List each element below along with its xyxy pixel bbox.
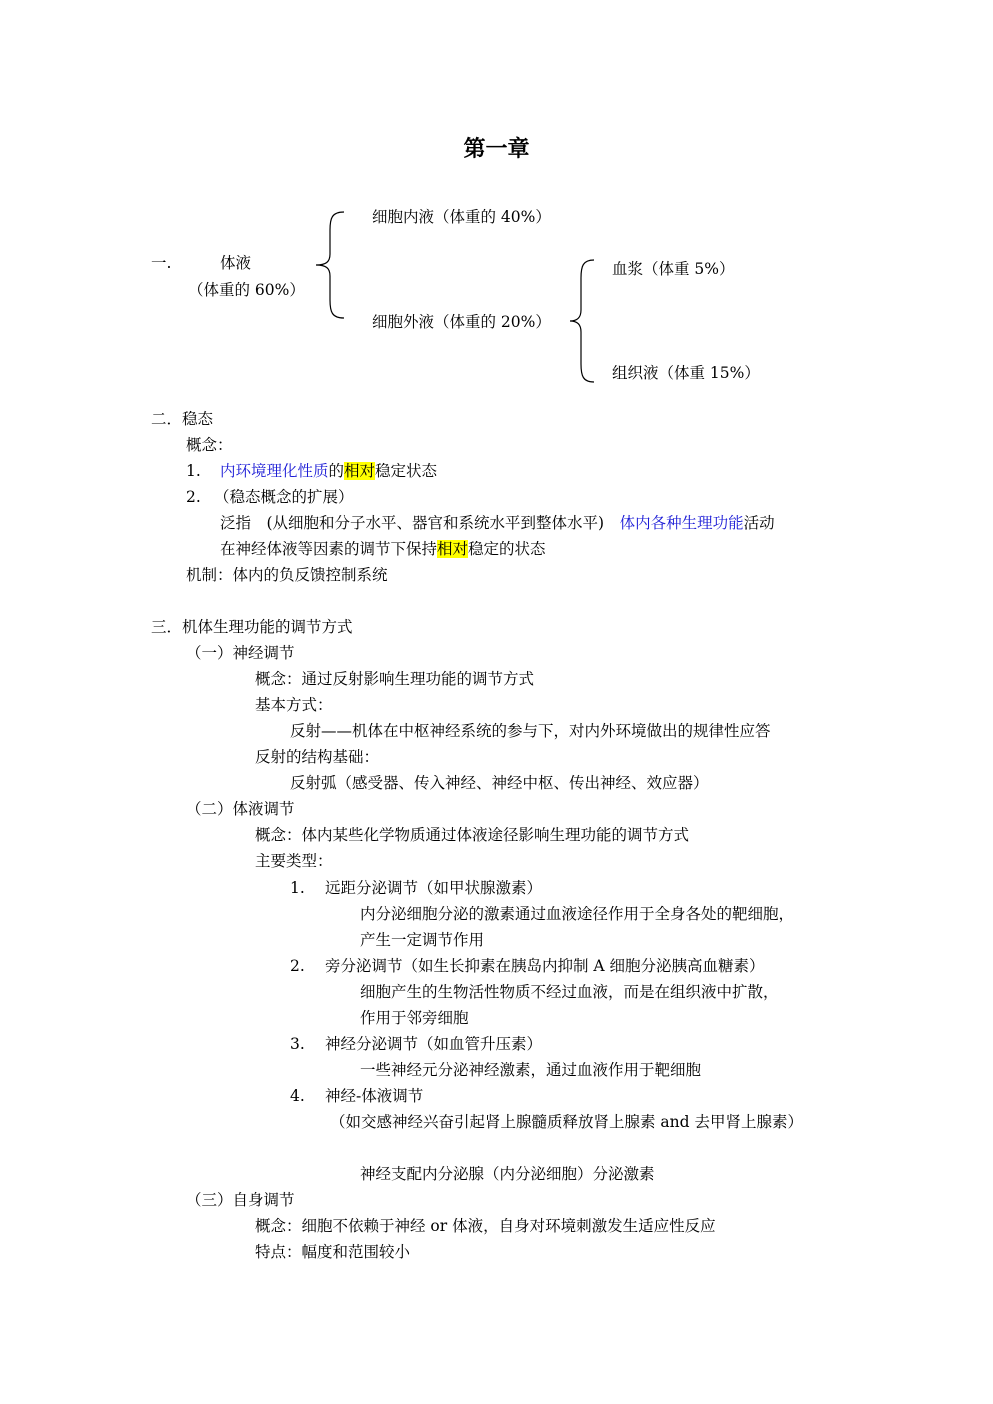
s2-item2-number: 2. (186, 488, 201, 506)
left-brace-extracellular (568, 258, 596, 384)
body-fluid-percent: （体重的 60%） (188, 281, 305, 299)
s2-extension-line2 (220, 539, 546, 559)
s3a-concept: 概念：通过反射影响生理功能的调节方式 (255, 670, 535, 688)
highlight-relative-2: 相对 (437, 540, 469, 558)
tissue-fluid: 组织液（体重 15%） (612, 364, 760, 382)
s3c-heading: （三）自身调节 (186, 1191, 295, 1209)
s2-item2: （稳态概念的扩展） (214, 488, 354, 506)
s3b-item3: 神经分泌调节（如血管升压素） (325, 1035, 543, 1053)
s2-item1-number: 1. (186, 462, 201, 480)
s2-mechanism: 机制：体内的负反馈控制系统 (186, 566, 388, 584)
s3b-item2-line2: 作用于邻旁细胞 (360, 1009, 469, 1027)
s3b-types: 主要类型： (255, 852, 333, 870)
s2-concept-label: 概念： (186, 436, 233, 454)
section-2-heading: 二．稳态 (151, 410, 214, 428)
s3b-item2-number: 2. (290, 957, 305, 975)
s2-item1-de: 的 (328, 462, 345, 480)
page-title: 第一章 (463, 136, 530, 162)
s2-ext1-blue: 体内各种生理功能 (619, 514, 744, 532)
s3b-item3-line1: 一些神经元分泌神经激素，通过血液作用于靶细胞 (360, 1061, 702, 1079)
s2-extension-line1 (220, 513, 775, 533)
plasma: 血浆（体重 5%） (612, 260, 735, 278)
s3a-basic: 基本方式： (255, 696, 333, 714)
s3b-heading: （二）体液调节 (186, 800, 295, 818)
highlight-relative-1: 相对 (344, 462, 376, 480)
s2-ext2-a: 在神经体液等因素的调节下保持 (220, 540, 438, 558)
s3b-item1-number: 1. (290, 879, 305, 897)
s2-item1 (220, 461, 437, 481)
s3b-item4-number: 4. (290, 1087, 305, 1105)
s3b-item4-line1: （如交感神经兴奋引起肾上腺髓质释放肾上腺素 and 去甲肾上腺素） (330, 1113, 804, 1131)
s2-item1-blue: 内环境理化性质 (220, 462, 329, 480)
s2-ext2-c: 稳定的状态 (468, 540, 546, 558)
s3c-feature: 特点：幅度和范围较小 (255, 1243, 411, 1261)
section-1-number: 一. (151, 254, 172, 272)
s3b-item2-line1: 细胞产生的生物活性物质不经过血液，而是在组织液中扩散， (360, 983, 779, 1001)
s3b-item4: 神经-体液调节 (325, 1087, 424, 1105)
s3b-item2: 旁分泌调节（如生长抑素在胰岛内抑制 A 细胞分泌胰高血糖素） (325, 957, 765, 975)
s3b-item3-number: 3. (290, 1035, 305, 1053)
extracellular-fluid: 细胞外液（体重的 20%） (372, 313, 551, 331)
body-fluid-label: 体液 (220, 254, 252, 272)
left-brace-body-fluid (314, 210, 346, 320)
s3b-item4-line2: 神经支配内分泌腺（内分泌细胞）分泌激素 (360, 1165, 655, 1183)
s3b-concept: 概念：体内某些化学物质通过体液途径影响生理功能的调节方式 (255, 826, 690, 844)
s3c-concept: 概念：细胞不依赖于神经 or 体液，自身对环境刺激发生适应性反应 (255, 1217, 716, 1235)
s3b-item1-line1: 内分泌细胞分泌的激素通过血液途径作用于全身各处的靶细胞， (360, 905, 795, 923)
s2-item1-tail: 稳定状态 (375, 462, 438, 480)
s3b-item1: 远距分泌调节（如甲状腺激素） (325, 879, 543, 897)
s3a-heading: （一）神经调节 (186, 644, 295, 662)
intracellular-fluid: 细胞内液（体重的 40%） (372, 208, 551, 226)
s2-ext1-c: 活动 (743, 514, 775, 532)
s3a-reflex: 反射——机体在中枢神经系统的参与下，对内外环境做出的规律性应答 (290, 722, 771, 740)
s3a-structure: 反射的结构基础： (255, 748, 380, 766)
s3b-item1-line2: 产生一定调节作用 (360, 931, 485, 949)
s2-ext1-a: 泛指 (从细胞和分子水平、器官和系统水平到整体水平) (220, 514, 620, 532)
section-3-heading: 三．机体生理功能的调节方式 (151, 618, 353, 636)
s3a-reflex-arc: 反射弧（感受器、传入神经、神经中枢、传出神经、效应器） (290, 774, 709, 792)
